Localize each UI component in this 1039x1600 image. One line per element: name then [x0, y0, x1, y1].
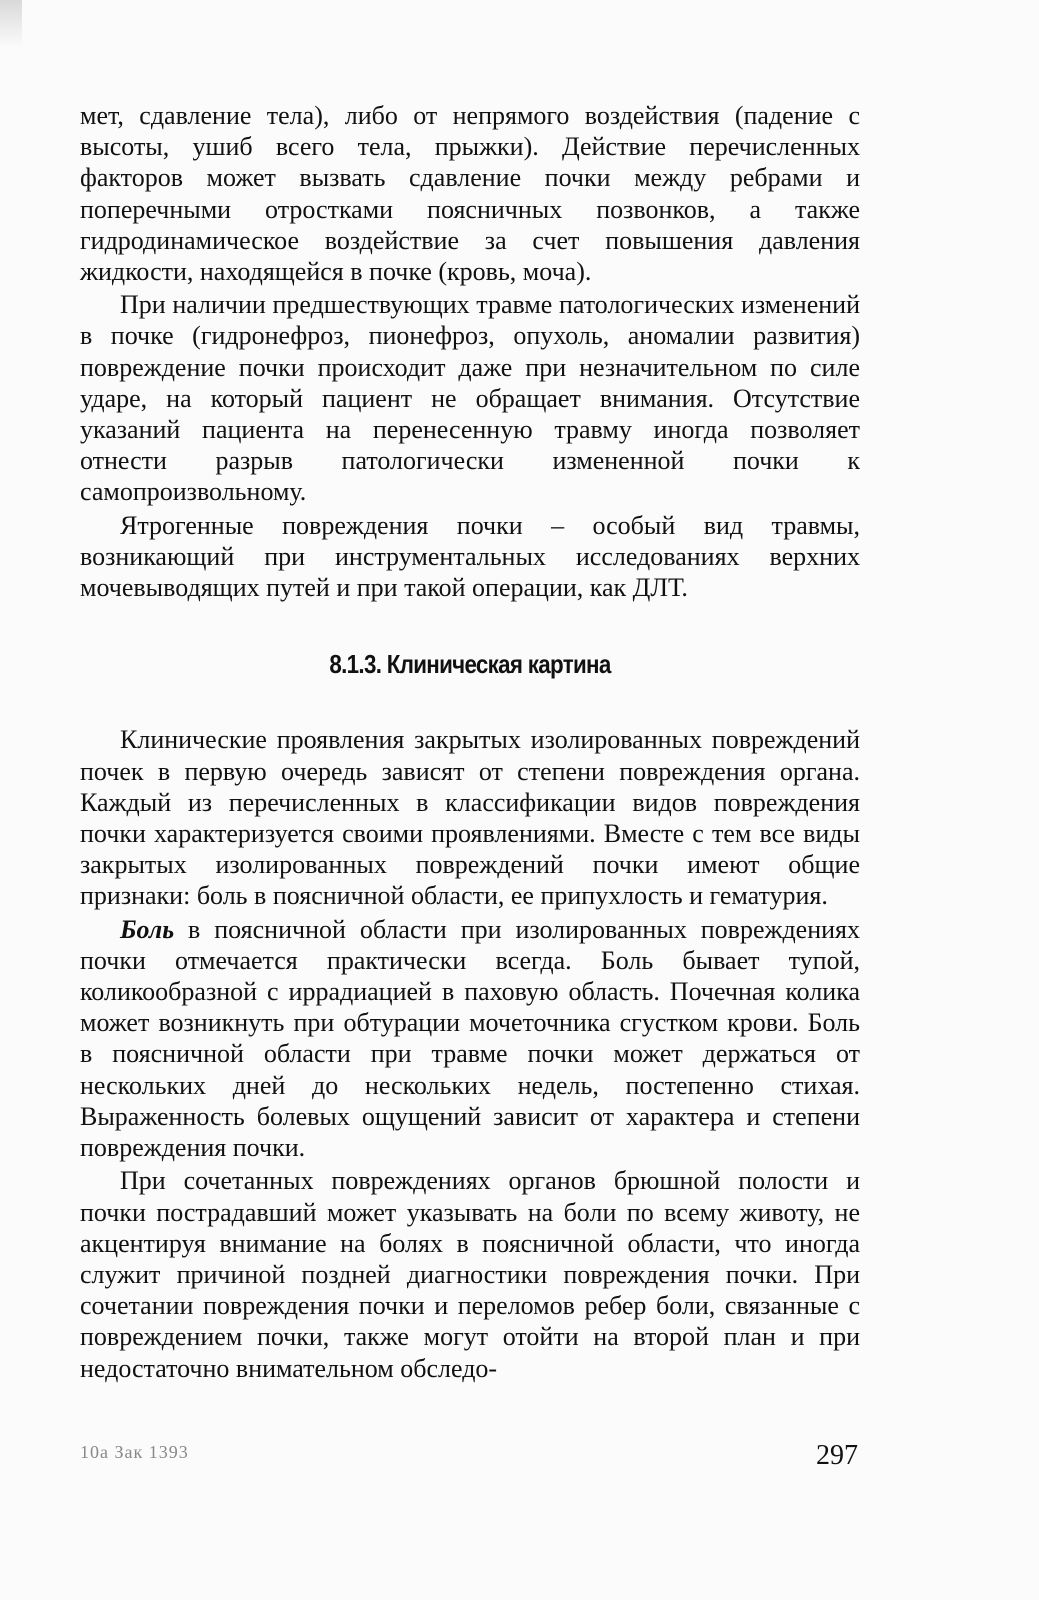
paragraph-pain: [80, 914, 860, 1164]
paragraph-pain-text: в поясничной области при изолированных повреждениях почки отмечается практически всегда. Боль бывает тупой, коликообразной с иррадиацией в паховую область. Почечная колика может возникнуть при обтурации мочеточника сгустком крови. Боль в поясничной области при травме почки может держаться от нескольких дней до нескольких недель, постепенно стихая. Выраженность болевых ощущений зависит от характера и степени повреждения почки.: [80, 914, 860, 1163]
scan-corner-artifact: [0, 0, 22, 48]
paragraph-continuation: мет, сдавление тела), либо от непрямого воздействия (падение с высоты, ушиб всего тела, прыжки). Действие перечисленных факторов может вызвать сдавление почки между ребрами и поперечными отростками поясничных позвонков, а также гидродинамическое воздействие за счет повышения давления жидкости, находящейся в почке (кровь, моча).: [80, 101, 860, 287]
page-footer: [80, 1440, 860, 1480]
page-body: [80, 100, 860, 1384]
print-mark: 10а Зак 1393: [80, 1442, 189, 1462]
paragraph-clinical-manifestations: Клинические проявления закрытых изолированных повреждений почек в первую очередь зависят от степени повреждения органа. Каждый из перечисленных в классификации видов повреждения почки характеризуется своими проявлениями. Вместе с тем все виды закрытых изолированных повреждений почки имеют общие признаки: боль в поясничной области, ее припухлость и гематурия.: [80, 725, 860, 911]
paragraph-combined-injuries: При сочетанных повреждениях органов брюшной полости и почки пострадавший может указывать на боли по всему животу, не акцентируя внимание на болях в поясничной области, что иногда служит причиной поздней диагностики повреждения почки. При сочетании повреждения почки и переломов ребер боли, связанные с повреждением почки, также могут отойти на второй план и при недостаточно внимательном обследо-: [80, 1166, 860, 1383]
paragraph-pathology: При наличии предшествующих травме патологических изменений в почке (гидронефроз, пионефроз, опухоль, аномалии развития) повреждение почки происходит даже при незначительном по силе ударе, на который пациент не обращает внимания. Отсутствие указаний пациента на перенесенную травму иногда позволяет отнести разрыв патологически измененной почки к самопроизвольному.: [80, 290, 860, 507]
page-number: 297: [816, 1440, 858, 1471]
section-heading: 8.1.3. Клиническая картина: [329, 649, 611, 680]
paragraph-iatrogenic: Ятрогенные повреждения почки – особый вид травмы, возникающий при инструментальных исследованиях верхних мочевыводящих путей и при такой операции, как ДЛТ.: [80, 510, 860, 603]
emphasis-pain: Боль: [120, 914, 175, 944]
